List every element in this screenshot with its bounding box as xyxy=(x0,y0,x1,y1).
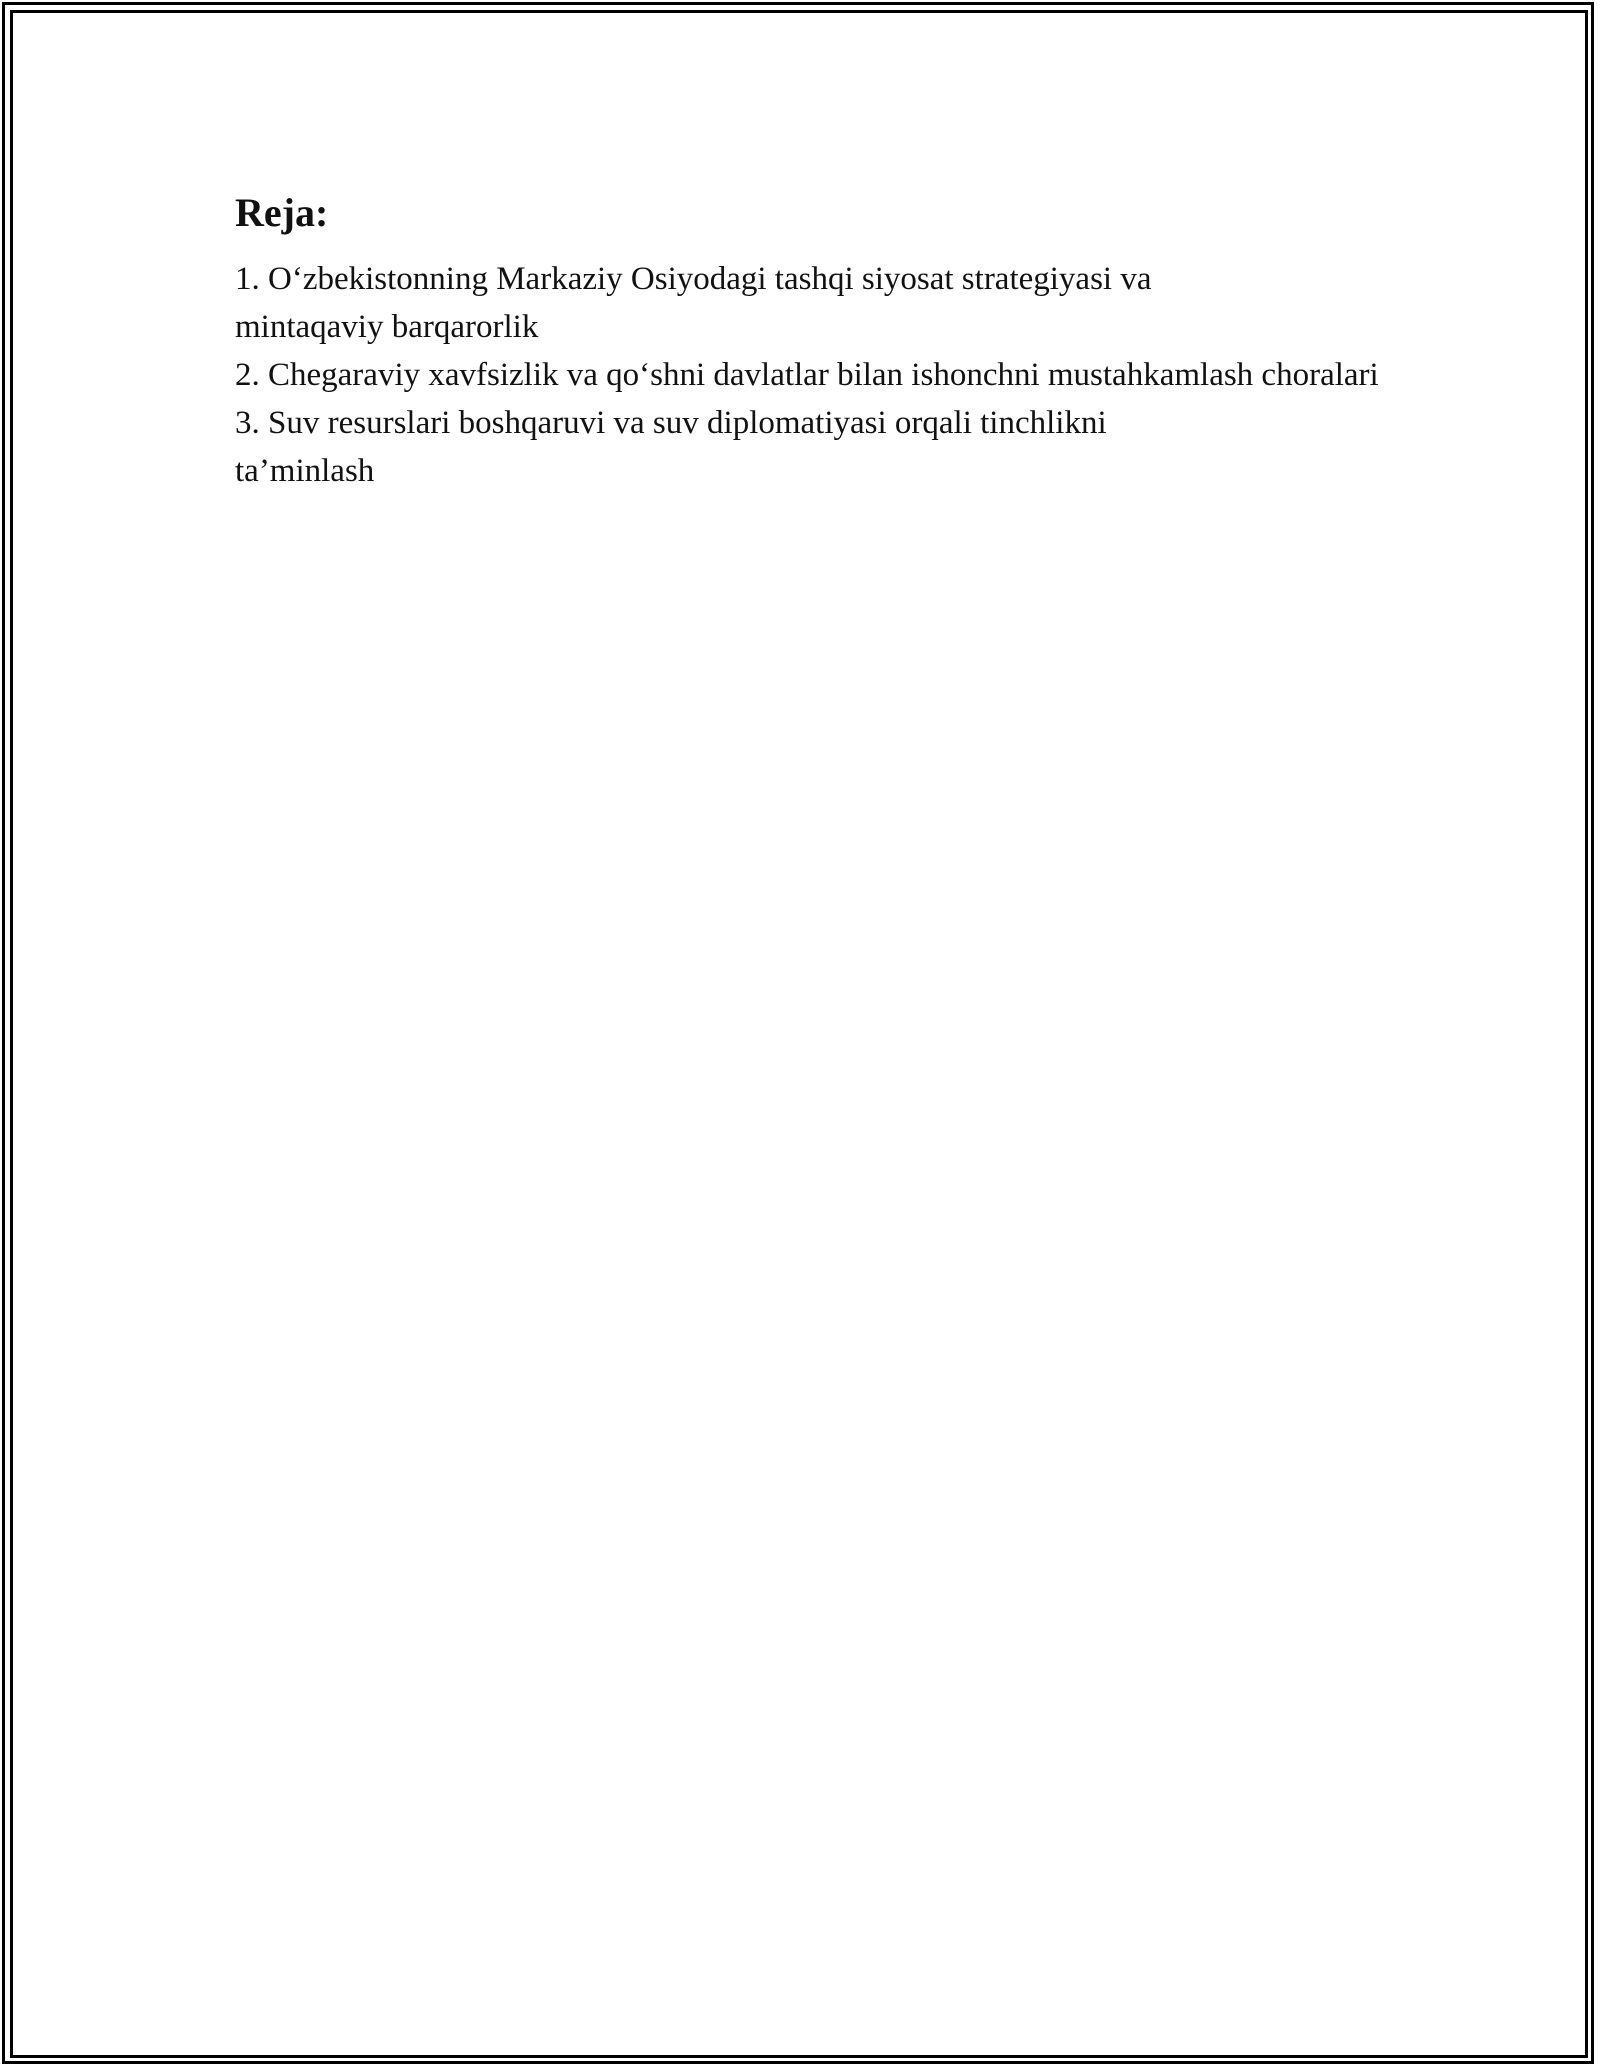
document-content xyxy=(235,185,1415,495)
plan-item-2: 2. Chegaraviy xavfsizlik va qo‘shni davlatlar bilan ishonchni mustahkamlash choralari xyxy=(235,357,1379,393)
plan-item-3: 3. Suv resurslari boshqaruvi va suv diplomatiyasi orqali tinchlikni ta’minlash xyxy=(235,405,1107,489)
plan-list xyxy=(235,255,1415,495)
plan-heading: Reja: xyxy=(235,190,329,235)
plan-item-1: 1. O‘zbekistonning Markaziy Osiyodagi tashqi siyosat strategiyasi va mintaqaviy barqarorlik xyxy=(235,261,1152,345)
